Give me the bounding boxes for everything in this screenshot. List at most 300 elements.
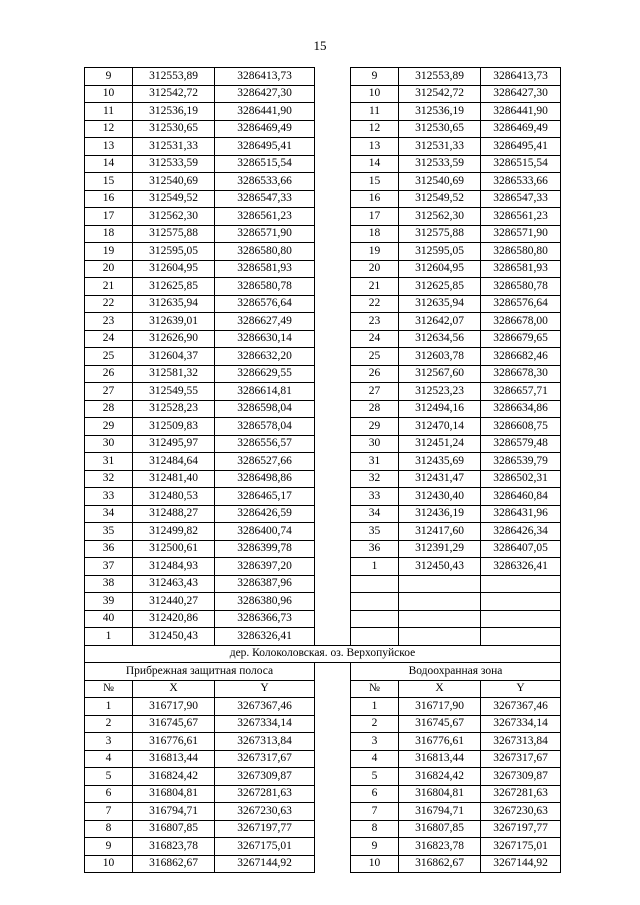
cell-y: 3286427,30	[481, 85, 561, 103]
cell-y: 3267317,67	[481, 750, 561, 768]
cell-y: 3286515,54	[215, 155, 315, 173]
cell-y: 3286580,80	[215, 243, 315, 261]
cell-num: 39	[85, 593, 133, 611]
cell-y: 3286614,81	[215, 383, 315, 401]
cell-num: 1	[85, 698, 133, 716]
column-gap	[315, 295, 351, 313]
cell-x: 312542,72	[133, 85, 215, 103]
cell-x: 312549,52	[133, 190, 215, 208]
table-row	[85, 295, 561, 313]
cell-x: 312562,30	[133, 208, 215, 226]
cell-y: 3267175,01	[215, 838, 315, 856]
cell-num: 34	[85, 505, 133, 523]
table-row	[85, 103, 561, 121]
cell-y: 3267281,63	[215, 785, 315, 803]
cell-num: 32	[351, 470, 399, 488]
table-row	[85, 260, 561, 278]
cell-x: 312531,33	[399, 138, 481, 156]
cell-x: 312540,69	[399, 173, 481, 191]
cell-x: 316794,71	[399, 803, 481, 821]
column-gap	[315, 733, 351, 751]
table-row	[85, 575, 561, 593]
cell-y: 3286630,14	[215, 330, 315, 348]
cell-num: 20	[85, 260, 133, 278]
cell-y: 3286469,49	[215, 120, 315, 138]
cell-num: 10	[351, 855, 399, 873]
column-gap	[315, 663, 351, 681]
cell-num: 33	[85, 488, 133, 506]
cell-y: 3286533,66	[481, 173, 561, 191]
cell-num: 2	[351, 715, 399, 733]
cell-num: 11	[85, 103, 133, 121]
cell-num: 21	[351, 278, 399, 296]
cell-y: 3286426,59	[215, 505, 315, 523]
cell-x: 312549,55	[133, 383, 215, 401]
cell-num	[351, 593, 399, 611]
cell-y: 3267334,14	[215, 715, 315, 733]
cell-x: 312470,14	[399, 418, 481, 436]
cell-num: 27	[85, 383, 133, 401]
cell-num	[351, 610, 399, 628]
column-gap	[315, 488, 351, 506]
cell-num: 29	[85, 418, 133, 436]
table-row	[85, 138, 561, 156]
cell-y: 3267309,87	[481, 768, 561, 786]
cell-x: 312562,30	[399, 208, 481, 226]
cell-x: 312463,43	[133, 575, 215, 593]
cell-x: 312494,16	[399, 400, 481, 418]
column-gap	[315, 715, 351, 733]
cell-y: 3286547,33	[215, 190, 315, 208]
cell-num	[351, 628, 399, 646]
cell-x: 316824,42	[399, 768, 481, 786]
cell-num: 33	[351, 488, 399, 506]
cell-y: 3286527,66	[215, 453, 315, 471]
cell-y: 3286581,93	[481, 260, 561, 278]
table-row	[85, 610, 561, 628]
cell-x: 312575,88	[399, 225, 481, 243]
table-row	[85, 855, 561, 873]
cell-num: 7	[351, 803, 399, 821]
cell-y: 3267367,46	[481, 698, 561, 716]
right-subtitle: Водоохранная зона	[351, 663, 561, 681]
cell-num: 1	[351, 558, 399, 576]
cell-num: 5	[351, 768, 399, 786]
cell-y: 3286515,54	[481, 155, 561, 173]
column-gap	[315, 173, 351, 191]
cell-x: 316745,67	[399, 715, 481, 733]
cell-num: 4	[85, 750, 133, 768]
column-gap	[315, 365, 351, 383]
column-gap	[315, 278, 351, 296]
cell-num: 1	[85, 628, 133, 646]
table-row	[85, 435, 561, 453]
cell-x	[399, 575, 481, 593]
column-gap	[315, 610, 351, 628]
cell-num: 23	[85, 313, 133, 331]
cell-y: 3286561,23	[481, 208, 561, 226]
cell-num: 22	[351, 295, 399, 313]
cell-y: 3286441,90	[481, 103, 561, 121]
table-row	[85, 383, 561, 401]
header-row	[85, 680, 561, 698]
cell-num: 16	[85, 190, 133, 208]
cell-y: 3286427,30	[215, 85, 315, 103]
cell-num: 25	[351, 348, 399, 366]
cell-x: 312581,32	[133, 365, 215, 383]
cell-y: 3286413,73	[215, 68, 315, 86]
cell-x: 312530,65	[399, 120, 481, 138]
cell-num: 17	[351, 208, 399, 226]
column-gap	[315, 768, 351, 786]
table-row	[85, 820, 561, 838]
cell-x: 316807,85	[399, 820, 481, 838]
column-gap	[315, 68, 351, 86]
cell-x: 312451,24	[399, 435, 481, 453]
table-row	[85, 488, 561, 506]
table-row	[85, 523, 561, 541]
header-x: X	[133, 680, 215, 698]
cell-x: 316717,90	[133, 698, 215, 716]
cell-x: 312604,95	[399, 260, 481, 278]
cell-num: 3	[351, 733, 399, 751]
cell-y: 3286627,49	[215, 313, 315, 331]
column-gap	[315, 575, 351, 593]
table-row	[85, 593, 561, 611]
cell-num: 8	[85, 820, 133, 838]
cell-x: 312420,86	[133, 610, 215, 628]
header-y: Y	[215, 680, 315, 698]
column-gap	[315, 698, 351, 716]
cell-num: 30	[351, 435, 399, 453]
cell-x: 316804,81	[133, 785, 215, 803]
cell-y: 3286608,75	[481, 418, 561, 436]
cell-y: 3286400,74	[215, 523, 315, 541]
cell-x: 316794,71	[133, 803, 215, 821]
column-gap	[315, 383, 351, 401]
cell-num: 9	[85, 838, 133, 856]
cell-y: 3286578,04	[215, 418, 315, 436]
cell-y: 3286469,49	[481, 120, 561, 138]
cell-x: 316813,44	[399, 750, 481, 768]
cell-num: 35	[351, 523, 399, 541]
cell-x: 312626,90	[133, 330, 215, 348]
table-row	[85, 628, 561, 646]
cell-num: 18	[351, 225, 399, 243]
cell-num: 15	[85, 173, 133, 191]
cell-y: 3286495,41	[481, 138, 561, 156]
table-row	[85, 785, 561, 803]
column-gap	[315, 628, 351, 646]
cell-num: 13	[85, 138, 133, 156]
cell-y: 3286399,78	[215, 540, 315, 558]
table-row	[85, 313, 561, 331]
cell-x: 312480,53	[133, 488, 215, 506]
cell-x: 316813,44	[133, 750, 215, 768]
cell-num: 28	[351, 400, 399, 418]
cell-x: 312500,61	[133, 540, 215, 558]
cell-x: 312635,94	[399, 295, 481, 313]
cell-num: 15	[351, 173, 399, 191]
cell-y: 3286407,05	[481, 540, 561, 558]
cell-num: 16	[351, 190, 399, 208]
page-number: 15	[313, 38, 327, 53]
cell-x: 312635,94	[133, 295, 215, 313]
cell-num: 28	[85, 400, 133, 418]
cell-num: 37	[85, 558, 133, 576]
cell-y: 3267281,63	[481, 785, 561, 803]
table-row	[85, 768, 561, 786]
cell-num: 6	[351, 785, 399, 803]
table-row	[85, 418, 561, 436]
cell-y: 3267144,92	[481, 855, 561, 873]
table-row	[85, 190, 561, 208]
cell-num: 23	[351, 313, 399, 331]
lower-section	[85, 645, 561, 698]
cell-x	[399, 593, 481, 611]
cell-y: 3286326,41	[481, 558, 561, 576]
cell-x: 312595,05	[133, 243, 215, 261]
cell-x: 312481,40	[133, 470, 215, 488]
cell-y: 3286460,84	[481, 488, 561, 506]
cell-x: 312431,47	[399, 470, 481, 488]
cell-num: 10	[85, 85, 133, 103]
cell-num: 11	[351, 103, 399, 121]
cell-y: 3267313,84	[215, 733, 315, 751]
cell-num: 21	[85, 278, 133, 296]
cell-x: 316807,85	[133, 820, 215, 838]
column-gap	[315, 680, 351, 698]
column-gap	[315, 523, 351, 541]
cell-x: 312604,95	[133, 260, 215, 278]
cell-x: 312642,07	[399, 313, 481, 331]
cell-x	[399, 628, 481, 646]
column-gap	[315, 820, 351, 838]
cell-y: 3286539,79	[481, 453, 561, 471]
cell-num: 38	[85, 575, 133, 593]
cell-x: 316776,61	[133, 733, 215, 751]
coordinates-table	[84, 67, 561, 873]
cell-y	[481, 575, 561, 593]
table-row	[85, 68, 561, 86]
cell-x: 312484,93	[133, 558, 215, 576]
column-gap	[315, 138, 351, 156]
cell-num: 40	[85, 610, 133, 628]
header-y: Y	[481, 680, 561, 698]
cell-y: 3267230,63	[215, 803, 315, 821]
cell-num: 35	[85, 523, 133, 541]
cell-y: 3267175,01	[481, 838, 561, 856]
caption-row	[85, 645, 561, 663]
cell-y: 3286634,86	[481, 400, 561, 418]
cell-y: 3286581,93	[215, 260, 315, 278]
cell-num: 22	[85, 295, 133, 313]
cell-x	[399, 610, 481, 628]
cell-x: 316823,78	[399, 838, 481, 856]
cell-y: 3286632,20	[215, 348, 315, 366]
header-num: №	[351, 680, 399, 698]
cell-y: 3267334,14	[481, 715, 561, 733]
cell-y: 3286580,80	[481, 243, 561, 261]
cell-num: 31	[351, 453, 399, 471]
column-gap	[315, 453, 351, 471]
cell-x: 316804,81	[399, 785, 481, 803]
column-gap	[315, 120, 351, 138]
cell-x: 312595,05	[399, 243, 481, 261]
cell-num: 7	[85, 803, 133, 821]
cell-y: 3267230,63	[481, 803, 561, 821]
table-row	[85, 838, 561, 856]
cell-num: 14	[85, 155, 133, 173]
cell-x: 312391,29	[399, 540, 481, 558]
cell-y: 3286678,00	[481, 313, 561, 331]
cell-num: 13	[351, 138, 399, 156]
column-gap	[315, 208, 351, 226]
cell-x: 312430,40	[399, 488, 481, 506]
cell-x: 312533,59	[133, 155, 215, 173]
cell-num: 36	[85, 540, 133, 558]
cell-x: 316745,67	[133, 715, 215, 733]
cell-num	[351, 575, 399, 593]
cell-num: 5	[85, 768, 133, 786]
cell-y	[481, 628, 561, 646]
table-row	[85, 208, 561, 226]
table-row	[85, 243, 561, 261]
cell-num: 30	[85, 435, 133, 453]
cell-x: 312540,69	[133, 173, 215, 191]
cell-y: 3286571,90	[215, 225, 315, 243]
column-gap	[315, 435, 351, 453]
table-row	[85, 85, 561, 103]
cell-num: 24	[85, 330, 133, 348]
column-gap	[315, 225, 351, 243]
column-gap	[315, 418, 351, 436]
cell-x: 312604,37	[133, 348, 215, 366]
column-gap	[315, 470, 351, 488]
cell-x: 312536,19	[399, 103, 481, 121]
cell-x: 312542,72	[399, 85, 481, 103]
cell-y: 3286547,33	[481, 190, 561, 208]
cell-x: 312450,43	[399, 558, 481, 576]
table-row	[85, 750, 561, 768]
column-gap	[315, 505, 351, 523]
cell-num: 31	[85, 453, 133, 471]
column-gap	[315, 313, 351, 331]
cell-y: 3286426,34	[481, 523, 561, 541]
cell-x: 312440,27	[133, 593, 215, 611]
table-row	[85, 505, 561, 523]
cell-y: 3267317,67	[215, 750, 315, 768]
cell-y: 3286533,66	[215, 173, 315, 191]
cell-x: 312553,89	[133, 68, 215, 86]
cell-y: 3286579,48	[481, 435, 561, 453]
column-gap	[315, 103, 351, 121]
cell-x: 312625,85	[133, 278, 215, 296]
column-gap	[315, 803, 351, 821]
cell-x: 312625,85	[399, 278, 481, 296]
cell-y: 3286326,41	[215, 628, 315, 646]
cell-num: 2	[85, 715, 133, 733]
column-gap	[315, 838, 351, 856]
table-row	[85, 400, 561, 418]
cell-x: 312639,01	[133, 313, 215, 331]
column-gap	[315, 260, 351, 278]
cell-num: 10	[351, 85, 399, 103]
table-row	[85, 155, 561, 173]
cell-y: 3267197,77	[481, 820, 561, 838]
cell-y: 3267197,77	[215, 820, 315, 838]
table-row	[85, 733, 561, 751]
cell-x: 316862,67	[399, 855, 481, 873]
cell-x: 316862,67	[133, 855, 215, 873]
cell-y: 3267313,84	[481, 733, 561, 751]
table-row	[85, 330, 561, 348]
cell-y: 3286571,90	[481, 225, 561, 243]
cell-num: 20	[351, 260, 399, 278]
cell-y: 3267144,92	[215, 855, 315, 873]
column-gap	[315, 190, 351, 208]
table-row	[85, 173, 561, 191]
cell-x: 312634,56	[399, 330, 481, 348]
cell-y: 3286380,96	[215, 593, 315, 611]
cell-num: 36	[351, 540, 399, 558]
cell-y: 3286431,96	[481, 505, 561, 523]
cell-x: 312567,60	[399, 365, 481, 383]
cell-y: 3286629,55	[215, 365, 315, 383]
cell-num: 19	[351, 243, 399, 261]
cell-x: 312553,89	[399, 68, 481, 86]
cell-y: 3286387,96	[215, 575, 315, 593]
cell-num: 27	[351, 383, 399, 401]
cell-y: 3286561,23	[215, 208, 315, 226]
cell-num: 32	[85, 470, 133, 488]
table-row	[85, 278, 561, 296]
cell-num: 10	[85, 855, 133, 873]
cell-y: 3286576,64	[481, 295, 561, 313]
cell-y: 3286495,41	[215, 138, 315, 156]
cell-num: 26	[85, 365, 133, 383]
cell-y: 3286682,46	[481, 348, 561, 366]
cell-num: 9	[351, 68, 399, 86]
header-num: №	[85, 680, 133, 698]
section-caption: дер. Колоколовская. оз. Верхопуйское	[85, 645, 561, 663]
cell-x: 312528,23	[133, 400, 215, 418]
column-gap	[315, 243, 351, 261]
cell-x: 312499,82	[133, 523, 215, 541]
cell-x: 312523,23	[399, 383, 481, 401]
cell-y: 3286598,04	[215, 400, 315, 418]
cell-y: 3286441,90	[215, 103, 315, 121]
cell-num: 19	[85, 243, 133, 261]
table-row	[85, 470, 561, 488]
cell-x: 316776,61	[399, 733, 481, 751]
cell-num: 17	[85, 208, 133, 226]
cell-num: 9	[351, 838, 399, 856]
cell-x: 312549,52	[399, 190, 481, 208]
cell-y: 3267309,87	[215, 768, 315, 786]
cell-x: 312509,83	[133, 418, 215, 436]
column-gap	[315, 348, 351, 366]
table-row	[85, 365, 561, 383]
cell-x: 312488,27	[133, 505, 215, 523]
table-row	[85, 803, 561, 821]
cell-y: 3286556,57	[215, 435, 315, 453]
cell-y: 3286502,31	[481, 470, 561, 488]
cell-x: 312531,33	[133, 138, 215, 156]
column-gap	[315, 155, 351, 173]
cell-num: 12	[351, 120, 399, 138]
cell-num: 8	[351, 820, 399, 838]
